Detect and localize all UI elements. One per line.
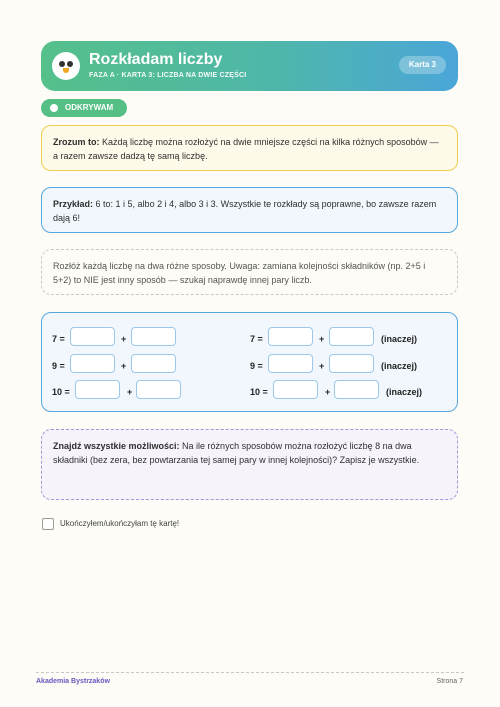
answer-input[interactable] <box>131 354 176 373</box>
understand-text: Każdą liczbę można rozłożyć na dwie mniejsze części na kilka różnych sposobów — a razem zawsze dadzą tę samą liczbę. <box>53 137 439 161</box>
answer-input[interactable] <box>70 327 115 346</box>
plus-sign: + <box>121 334 127 344</box>
page-title: Rozkładam liczby <box>89 51 223 68</box>
completion-checkbox[interactable] <box>42 518 54 530</box>
equation-label: 10 = <box>52 387 70 397</box>
dot-icon <box>50 104 58 112</box>
answer-input[interactable] <box>268 327 313 346</box>
answer-input[interactable] <box>75 380 120 399</box>
card-header <box>41 41 458 91</box>
alternative-hint: (inaczej) <box>381 334 418 344</box>
card-number-badge: Karta 3 <box>399 56 446 74</box>
answer-input[interactable] <box>329 354 374 373</box>
understand-box <box>41 125 458 171</box>
owl-icon <box>52 52 80 80</box>
example-lead: Przykład: <box>53 199 94 209</box>
completion-label: Ukończyłem/ukończyłam tę kartę! <box>60 519 180 528</box>
equation-label: 7 = <box>250 334 263 344</box>
page-number: Strona 7 <box>436 678 463 685</box>
section-label-text: ODKRYWAM <box>65 103 114 112</box>
example-text: 6 to: 1 i 5, albo 2 i 4, albo 3 i 3. Wszystkie te rozkłady są poprawne, bo zawsze razem dają 6! <box>53 199 437 223</box>
answer-input[interactable] <box>329 327 374 346</box>
understand-lead: Zrozum to: <box>53 137 100 147</box>
challenge-box <box>41 429 458 500</box>
equation-label: 7 = <box>52 334 65 344</box>
footer-divider <box>36 672 464 673</box>
instruction-text: Rozłóż każdą liczbę na dwa różne sposoby. Uwaga: zamiana kolejności składników (np. 2+5 i 5+2) to NIE jest inny sposób — szukaj naprawdę innej pary liczb. <box>53 261 426 285</box>
plus-sign: + <box>325 387 331 397</box>
answer-input[interactable] <box>273 380 318 399</box>
equation-label: 10 = <box>250 387 268 397</box>
plus-sign: + <box>127 387 133 397</box>
equation-label: 9 = <box>52 361 65 371</box>
equations-box <box>41 312 458 412</box>
footer-brand: Akademia Bystrzaków <box>36 678 110 685</box>
equation-label: 9 = <box>250 361 263 371</box>
instruction-box <box>41 249 458 295</box>
answer-input[interactable] <box>334 380 379 399</box>
alternative-hint: (inaczej) <box>386 387 423 397</box>
example-box <box>41 187 458 233</box>
challenge-text: Na ile różnych sposobów można rozłożyć liczbę 8 na dwa składniki (bez zera, bez powtarzania tej samej pary w innej kolejności)? Zapisz je wszystkie. <box>53 441 420 465</box>
answer-input[interactable] <box>268 354 313 373</box>
alternative-hint: (inaczej) <box>381 361 418 371</box>
challenge-lead: Znajdź wszystkie możliwości: <box>53 441 180 451</box>
answer-input[interactable] <box>70 354 115 373</box>
page-subtitle: FAZA A · KARTA 3: LICZBA NA DWIE CZĘŚCI <box>89 72 247 79</box>
answer-input[interactable] <box>136 380 181 399</box>
plus-sign: + <box>319 361 325 371</box>
section-label <box>41 99 127 117</box>
answer-input[interactable] <box>131 327 176 346</box>
plus-sign: + <box>121 361 127 371</box>
plus-sign: + <box>319 334 325 344</box>
